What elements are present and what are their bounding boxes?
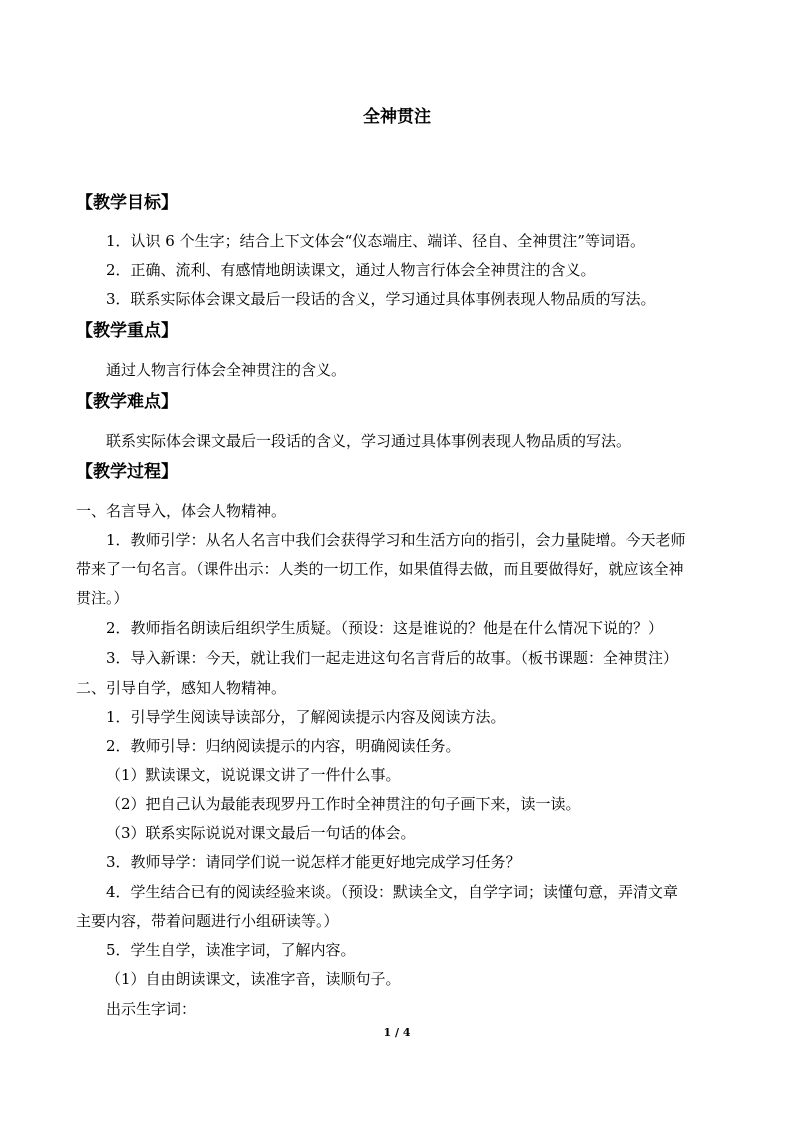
- difficulties-text: 联系实际体会课文最后一段话的含义，学习通过具体事例表现人物品质的写法。: [106, 432, 632, 450]
- process-part1-item3: 3．导入新课：今天，就让我们一起走进这句名言背后的故事。（板书课题：全神贯注）: [106, 649, 679, 667]
- process-part2-item5-note: 出示生字词：: [106, 1000, 197, 1018]
- process-part2-sub2: （2）把自己认为最能表现罗丹工作时全神贯注的句子画下来，读一读。: [106, 795, 581, 813]
- process-part2-item5-sub1: （1）自由朗读课文，读准字音，读顺句子。: [106, 970, 401, 988]
- process-part2-sub1: （1）默读课文，说说课文讲了一件什么事。: [106, 766, 401, 784]
- process-part2-item3: 3．教师导学：请同学们说一说怎样才能更好地完成学习任务？: [106, 853, 521, 871]
- document-title: 全神贯注: [363, 107, 431, 127]
- section-heading-goals: 【教学目标】: [76, 193, 178, 213]
- page-number: 1 / 4: [383, 1026, 411, 1039]
- process-part2-item4-line2: 主要内容，带着问题进行小组研读等。）: [76, 912, 339, 930]
- process-part2-item5: 5．学生自学，读准字词，了解内容。: [106, 941, 356, 959]
- process-part2-sub3: （3）联系实际说说对课文最后一句话的体会。: [106, 824, 416, 842]
- key-points-text: 通过人物言行体会全神贯注的含义。: [106, 361, 347, 379]
- process-part1-title: 一、名言导入，体会人物精神。: [76, 502, 287, 520]
- section-heading-key-points: 【教学重点】: [76, 321, 178, 341]
- process-part2-title: 二、引导自学，感知人物精神。: [76, 679, 287, 697]
- goal-item-3: 3．联系实际体会课文最后一段话的含义，学习通过具体事例表现人物品质的写法。: [106, 290, 656, 308]
- process-part2-item2: 2．教师引导：归纳阅读提示的内容，明确阅读任务。: [106, 737, 461, 755]
- process-part1-item1-line1: 1．教师引学：从名人名言中我们会获得学习和生活方向的指引，会力量陡增。今天老师: [106, 531, 686, 549]
- section-heading-process: 【教学过程】: [76, 462, 178, 482]
- process-part1-item1-line2: 带来了一句名言。（课件出示：人类的一切工作，如果值得去做，而且要做得好，就应该全神: [76, 560, 684, 578]
- process-part2-item4-line1: 4．学生结合已有的阅读经验来谈。（预设：默读全文，自学字词；读懂句意，弄清文章: [106, 883, 679, 901]
- process-part1-item1-line3: 贯注。）: [76, 589, 129, 607]
- process-part2-item1: 1．引导学生阅读导读部分，了解阅读提示内容及阅读方法。: [106, 708, 506, 726]
- section-heading-difficulties: 【教学难点】: [76, 392, 178, 412]
- goal-item-2: 2．正确、流利、有感情地朗读课文，通过人物言行体会全神贯注的含义。: [106, 261, 596, 279]
- goal-item-1: 1．认识 6 个生字；结合上下文体会“仪态端庄、端详、径自、全神贯注”等词语。: [106, 232, 645, 250]
- process-part1-item2: 2．教师指名朗读后组织学生质疑。（预设：这是谁说的？他是在什么情况下说的？）: [106, 619, 664, 637]
